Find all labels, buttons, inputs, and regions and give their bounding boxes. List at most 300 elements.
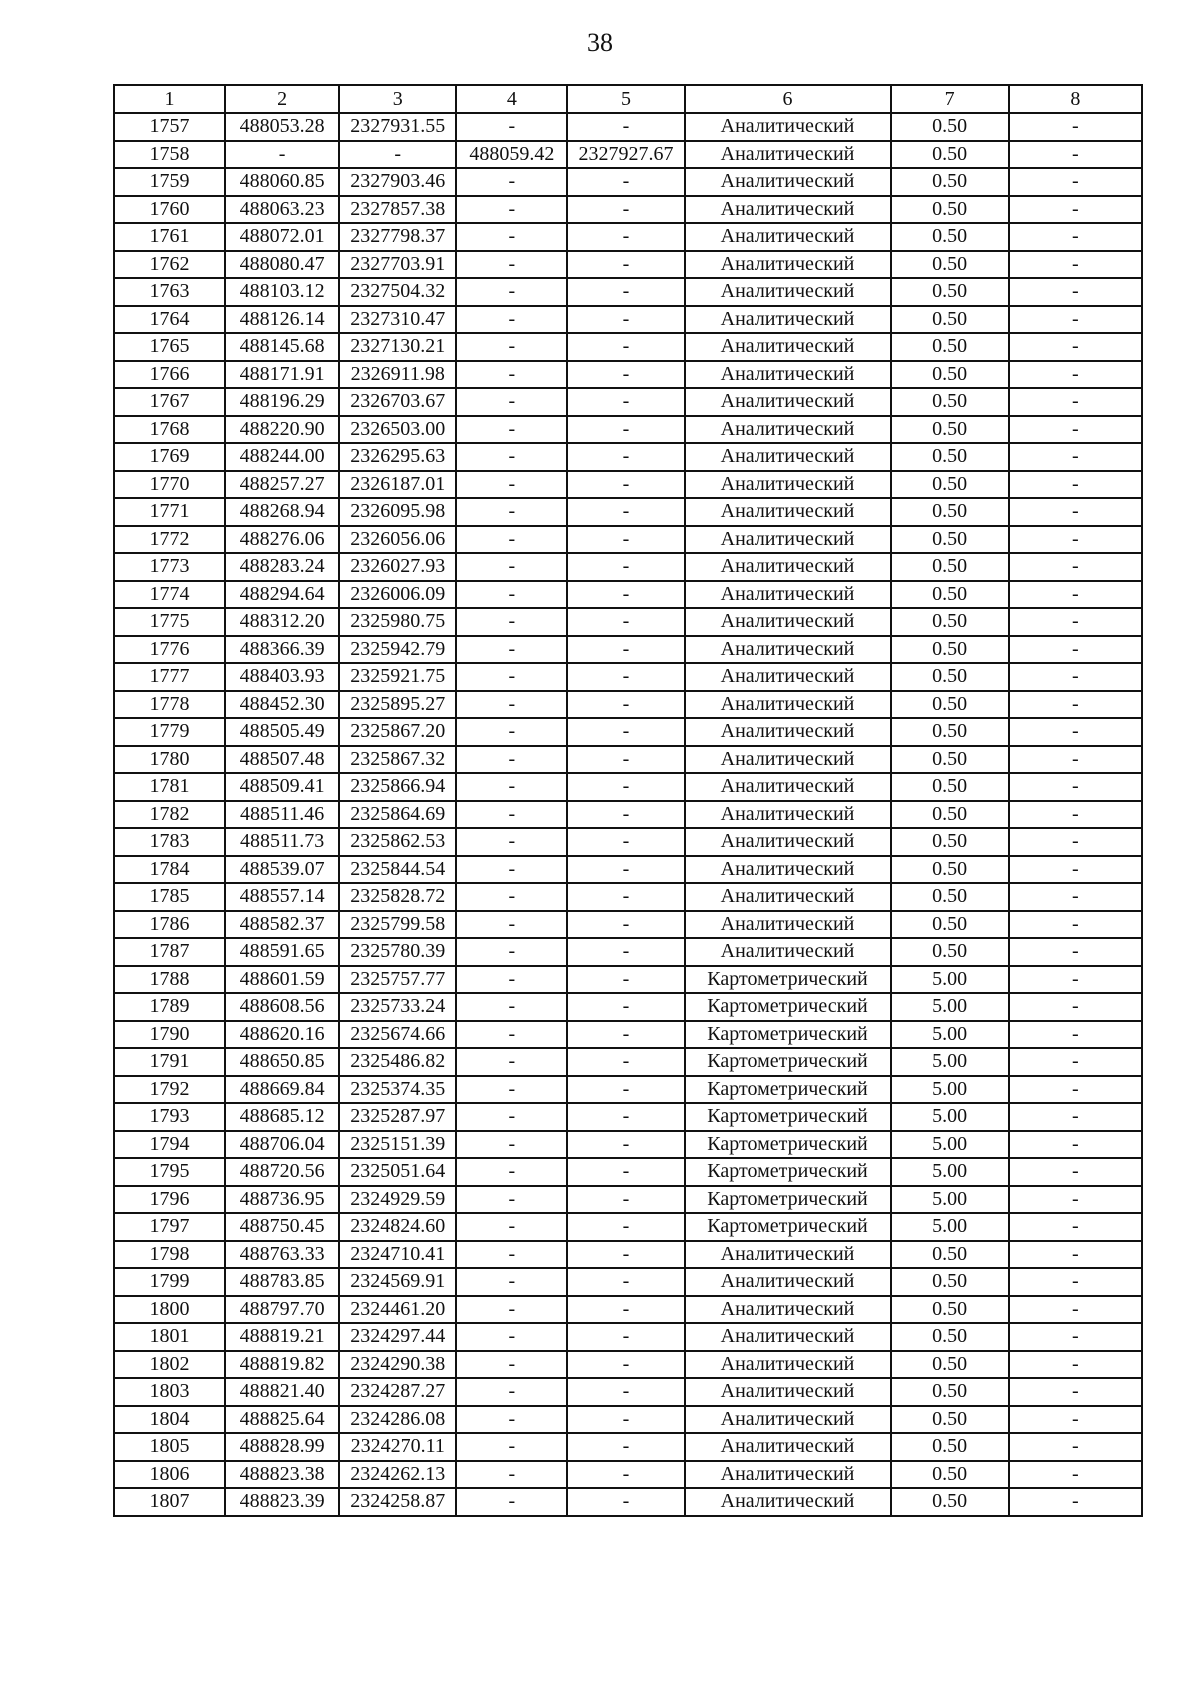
table-cell: Картометрический [685,1158,891,1186]
table-cell: - [1009,526,1142,554]
table-cell: Картометрический [685,1103,891,1131]
table-cell: 488750.45 [225,1213,339,1241]
table-cell: 0.50 [891,141,1009,169]
table-row [114,746,1142,774]
table-cell: - [567,1406,684,1434]
table-row [114,333,1142,361]
table-cell: - [1009,1186,1142,1214]
table-cell: - [567,1213,684,1241]
table-cell: - [456,278,567,306]
table-cell: 2324297.44 [339,1323,456,1351]
table-cell: - [1009,1131,1142,1159]
table-cell: - [456,1296,567,1324]
table-cell: 0.50 [891,1488,1009,1516]
table-row [114,1241,1142,1269]
table-cell: 488103.12 [225,278,339,306]
table-row [114,1296,1142,1324]
table-cell: - [567,1186,684,1214]
table-cell: 0.50 [891,278,1009,306]
table-cell: 0.50 [891,553,1009,581]
table-row [114,1103,1142,1131]
table-cell: Аналитический [685,141,891,169]
table-cell: 488582.37 [225,911,339,939]
table-cell: 0.50 [891,306,1009,334]
table-cell: - [456,223,567,251]
table-cell: 488669.84 [225,1076,339,1104]
table-row [114,1323,1142,1351]
table-cell: - [1009,1241,1142,1269]
table-cell: 1758 [114,141,225,169]
table-cell: - [567,306,684,334]
table-cell: - [1009,1296,1142,1324]
table-cell: - [567,1268,684,1296]
table-cell: 1781 [114,773,225,801]
table-cell: - [567,1021,684,1049]
table-cell: - [567,1158,684,1186]
table-cell: 1794 [114,1131,225,1159]
table-cell: Аналитический [685,1296,891,1324]
table-cell: - [567,828,684,856]
table-cell: Аналитический [685,746,891,774]
table-cell: 0.50 [891,1323,1009,1351]
table-cell: - [1009,196,1142,224]
table-cell: Аналитический [685,938,891,966]
table-row [114,278,1142,306]
table-cell: Аналитический [685,361,891,389]
table-cell: - [1009,718,1142,746]
table-cell: - [1009,306,1142,334]
table-cell: Аналитический [685,553,891,581]
table-cell: Аналитический [685,388,891,416]
table-cell: Аналитический [685,1323,891,1351]
table-cell: - [1009,1021,1142,1049]
table-cell: 2325374.35 [339,1076,456,1104]
table-cell: Аналитический [685,1378,891,1406]
table-cell: - [1009,911,1142,939]
column-header: 2 [225,85,339,113]
table-cell: - [456,388,567,416]
table-cell: 2325151.39 [339,1131,456,1159]
table-cell: 2326056.06 [339,526,456,554]
table-cell: - [567,801,684,829]
table-cell: 0.50 [891,1296,1009,1324]
table-row [114,883,1142,911]
table-row [114,361,1142,389]
table-cell: 1762 [114,251,225,279]
table-cell: Картометрический [685,1021,891,1049]
table-row [114,801,1142,829]
table-cell: 0.50 [891,388,1009,416]
table-cell: 2327798.37 [339,223,456,251]
column-header: 5 [567,85,684,113]
table-cell: Аналитический [685,636,891,664]
table-cell: 488196.29 [225,388,339,416]
table-cell: - [456,333,567,361]
table-cell: 488505.49 [225,718,339,746]
table-cell: 2325287.97 [339,1103,456,1131]
table-row [114,1131,1142,1159]
table-cell: - [456,1378,567,1406]
table-cell: - [456,1351,567,1379]
table-row [114,608,1142,636]
table-cell: - [567,773,684,801]
table-cell: Аналитический [685,773,891,801]
table-cell: - [456,306,567,334]
table-cell: 488060.85 [225,168,339,196]
table-cell: 1780 [114,746,225,774]
table-cell: 2325862.53 [339,828,456,856]
table-row [114,196,1142,224]
table-cell: Аналитический [685,856,891,884]
table-cell: - [456,416,567,444]
table-cell: 0.50 [891,361,1009,389]
table-cell: - [456,251,567,279]
table-cell: 2325921.75 [339,663,456,691]
table-row [114,1186,1142,1214]
table-cell: - [456,801,567,829]
table-cell: 1793 [114,1103,225,1131]
table-cell: - [456,1048,567,1076]
table-cell: 0.50 [891,333,1009,361]
table-cell: - [567,691,684,719]
table-cell: - [456,746,567,774]
table-cell: 1759 [114,168,225,196]
table-cell: 1772 [114,526,225,554]
table-cell: Картометрический [685,966,891,994]
table-cell: - [567,1103,684,1131]
table-row [114,966,1142,994]
table-cell: - [1009,471,1142,499]
table-cell: Аналитический [685,801,891,829]
table-cell: - [1009,1323,1142,1351]
table-cell: 488053.28 [225,113,339,141]
table-cell: 1763 [114,278,225,306]
table-cell: - [567,663,684,691]
table-cell: - [567,278,684,306]
table-cell: 2326295.63 [339,443,456,471]
table-row [114,856,1142,884]
table-row [114,718,1142,746]
table-cell: 2324270.11 [339,1433,456,1461]
table-cell: 1804 [114,1406,225,1434]
table-cell: - [567,856,684,884]
table-cell: 5.00 [891,1186,1009,1214]
table-cell: 1801 [114,1323,225,1351]
table-cell: Аналитический [685,526,891,554]
table-cell: 1791 [114,1048,225,1076]
table-row [114,388,1142,416]
table-row [114,1158,1142,1186]
table-cell: - [1009,608,1142,636]
table-cell: - [1009,1158,1142,1186]
table-cell: 488797.70 [225,1296,339,1324]
table-cell: 2327504.32 [339,278,456,306]
table-cell: - [567,1296,684,1324]
table-cell: 488283.24 [225,553,339,581]
table-cell: 0.50 [891,168,1009,196]
table-cell: - [567,388,684,416]
table-cell: 2327931.55 [339,113,456,141]
table-cell: 5.00 [891,1131,1009,1159]
table-row [114,498,1142,526]
table-cell: 0.50 [891,691,1009,719]
table-cell: 0.50 [891,828,1009,856]
table-cell: 2326187.01 [339,471,456,499]
table-cell: 0.50 [891,801,1009,829]
page-number: 38 [587,28,613,57]
table-cell: 488276.06 [225,526,339,554]
table-cell: - [1009,746,1142,774]
table-cell: - [567,1131,684,1159]
table-row [114,553,1142,581]
table-cell: 2325799.58 [339,911,456,939]
table-cell: Аналитический [685,471,891,499]
table-cell: 488736.95 [225,1186,339,1214]
table-cell: - [1009,773,1142,801]
table-cell: - [456,966,567,994]
table-cell: 1761 [114,223,225,251]
table-cell: 0.50 [891,1268,1009,1296]
table-cell: 5.00 [891,966,1009,994]
table-cell: - [1009,113,1142,141]
table-cell: 1800 [114,1296,225,1324]
table-row [114,1351,1142,1379]
table-cell: - [1009,141,1142,169]
table-cell: Картометрический [685,1213,891,1241]
table-cell: - [1009,1076,1142,1104]
table-cell: Аналитический [685,691,891,719]
table-cell: - [1009,498,1142,526]
table-cell: Аналитический [685,416,891,444]
table-cell: 2325844.54 [339,856,456,884]
table-cell: - [567,1323,684,1351]
table-cell: - [567,1076,684,1104]
table-cell: 0.50 [891,856,1009,884]
table-row [114,1488,1142,1516]
table-cell: - [456,498,567,526]
table-cell: 0.50 [891,1378,1009,1406]
table-cell: - [456,1433,567,1461]
table-cell: Аналитический [685,663,891,691]
table-row [114,663,1142,691]
coordinates-table [113,84,1143,1517]
table-cell: - [1009,801,1142,829]
table-cell: - [1009,938,1142,966]
table-row [114,471,1142,499]
table-cell: 488507.48 [225,746,339,774]
table-cell: Аналитический [685,581,891,609]
table-cell: Аналитический [685,113,891,141]
table-cell: - [456,581,567,609]
table-cell: 1765 [114,333,225,361]
table-cell: 1799 [114,1268,225,1296]
table-cell: 2325674.66 [339,1021,456,1049]
table-cell: Аналитический [685,223,891,251]
table-cell: - [1009,553,1142,581]
table-cell: 2326027.93 [339,553,456,581]
table-cell: 0.50 [891,443,1009,471]
column-header: 1 [114,85,225,113]
table-cell: 1796 [114,1186,225,1214]
column-header: 4 [456,85,567,113]
table-cell: - [567,196,684,224]
table-cell: - [456,663,567,691]
table-cell: 1807 [114,1488,225,1516]
table-cell: 0.50 [891,471,1009,499]
table-cell: Аналитический [685,1406,891,1434]
table-cell: 488783.85 [225,1268,339,1296]
table-cell: 2325866.94 [339,773,456,801]
table-cell: - [1009,883,1142,911]
table-cell: 488511.73 [225,828,339,856]
table-cell: - [1009,168,1142,196]
table-cell: 2327857.38 [339,196,456,224]
table-cell: Аналитический [685,1488,891,1516]
table-cell: 488126.14 [225,306,339,334]
table-cell: 488557.14 [225,883,339,911]
table-cell: 1792 [114,1076,225,1104]
table-cell: 488257.27 [225,471,339,499]
table-cell: - [567,1378,684,1406]
table-cell: Аналитический [685,498,891,526]
table-cell: 488059.42 [456,141,567,169]
table-cell: - [1009,691,1142,719]
table-row [114,223,1142,251]
table-cell: 2327903.46 [339,168,456,196]
table-cell: - [567,608,684,636]
table-cell: Аналитический [685,278,891,306]
table-row [114,1461,1142,1489]
table-cell: 1806 [114,1461,225,1489]
table-cell: 488403.93 [225,663,339,691]
table-cell: 2327703.91 [339,251,456,279]
table-cell: 488650.85 [225,1048,339,1076]
table-cell: Аналитический [685,883,891,911]
table-cell: - [1009,443,1142,471]
table-cell: 2324290.38 [339,1351,456,1379]
table-cell: 0.50 [891,883,1009,911]
table-cell: Аналитический [685,333,891,361]
table-cell: 2326911.98 [339,361,456,389]
table-cell: 488539.07 [225,856,339,884]
table-cell: 2326703.67 [339,388,456,416]
table-cell: 488063.23 [225,196,339,224]
table-cell: 0.50 [891,498,1009,526]
table-row [114,306,1142,334]
table-cell: 488294.64 [225,581,339,609]
table-cell: Аналитический [685,1351,891,1379]
table-cell: 1784 [114,856,225,884]
table-row [114,1433,1142,1461]
table-cell: 2326006.09 [339,581,456,609]
table-cell: - [456,1186,567,1214]
table-cell: - [567,251,684,279]
table-cell: 1757 [114,113,225,141]
table-cell: - [567,883,684,911]
table-cell: - [567,911,684,939]
table-cell: 2324461.20 [339,1296,456,1324]
table-row [114,1378,1142,1406]
table-row [114,168,1142,196]
table-cell: - [1009,1378,1142,1406]
table-row [114,443,1142,471]
table-cell: - [567,966,684,994]
table-cell: - [567,1241,684,1269]
table-cell: - [456,636,567,664]
table-cell: 2325864.69 [339,801,456,829]
table-cell: - [1009,1103,1142,1131]
table-cell: - [456,856,567,884]
column-header: 7 [891,85,1009,113]
table-cell: 488268.94 [225,498,339,526]
table-cell: - [456,1241,567,1269]
table-cell: - [567,333,684,361]
table-cell: 5.00 [891,1048,1009,1076]
table-cell: - [567,746,684,774]
table-cell: 1770 [114,471,225,499]
table-cell: - [456,1488,567,1516]
table-cell: Аналитический [685,718,891,746]
table-cell: - [1009,223,1142,251]
table-cell: 1790 [114,1021,225,1049]
table-cell: 488821.40 [225,1378,339,1406]
table-cell: 5.00 [891,1213,1009,1241]
table-cell: - [456,196,567,224]
table-cell: 488720.56 [225,1158,339,1186]
table-cell: 1767 [114,388,225,416]
table-cell: 5.00 [891,1158,1009,1186]
table-cell: 1779 [114,718,225,746]
table-cell: 5.00 [891,993,1009,1021]
table-cell: 488763.33 [225,1241,339,1269]
table-cell: 1785 [114,883,225,911]
table-cell: 0.50 [891,773,1009,801]
table-cell: 0.50 [891,1351,1009,1379]
table-cell: - [567,1433,684,1461]
table-cell: 2325867.20 [339,718,456,746]
table-cell: Аналитический [685,306,891,334]
table-cell: - [567,1351,684,1379]
table-cell: 488509.41 [225,773,339,801]
table-cell: - [456,883,567,911]
table-cell: 1783 [114,828,225,856]
table-cell: - [456,471,567,499]
table-cell: - [1009,333,1142,361]
column-header: 8 [1009,85,1142,113]
table-cell: - [567,718,684,746]
column-header: 3 [339,85,456,113]
table-cell: 488080.47 [225,251,339,279]
table-cell: 2325980.75 [339,608,456,636]
table-header-row [114,85,1142,113]
table-cell: Аналитический [685,251,891,279]
table-cell: - [456,1103,567,1131]
table-cell: - [456,993,567,1021]
table-cell: 0.50 [891,636,1009,664]
table-cell: Аналитический [685,608,891,636]
table-cell: - [456,361,567,389]
table-cell: 0.50 [891,1241,1009,1269]
table-row [114,1021,1142,1049]
table-cell: 5.00 [891,1076,1009,1104]
table-row [114,773,1142,801]
table-cell: Картометрический [685,1076,891,1104]
table-cell: 0.50 [891,581,1009,609]
table-cell: 2326095.98 [339,498,456,526]
table-cell: - [567,1048,684,1076]
table-cell: Аналитический [685,911,891,939]
table-cell: - [456,1323,567,1351]
